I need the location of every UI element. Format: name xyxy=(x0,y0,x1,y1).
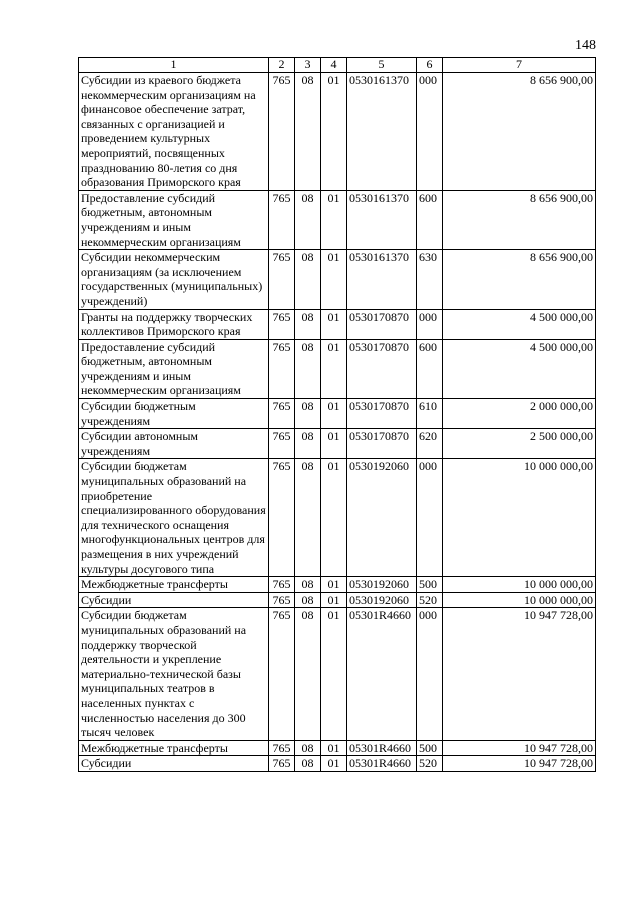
row-code-5-cell: 0530161370 xyxy=(347,190,417,249)
row-code-4-cell: 01 xyxy=(321,592,347,608)
row-code-4-cell: 01 xyxy=(321,459,347,577)
row-amount-cell: 10 000 000,00 xyxy=(443,459,596,577)
row-code-5-cell: 0530192060 xyxy=(347,459,417,577)
row-name-cell: Субсидии из краевого бюджета некоммерческим организациям на финансовое обеспечение затрат, связанных с организацией и проведением культурных мероприятий, посвященных празднованию 80-летия со дня образования Приморского края xyxy=(79,73,269,191)
row-code-3-cell: 08 xyxy=(295,740,321,756)
row-amount-cell: 8 656 900,00 xyxy=(443,73,596,191)
table-body xyxy=(79,73,596,772)
row-code-5-cell: 0530192060 xyxy=(347,577,417,593)
row-code-4-cell: 01 xyxy=(321,309,347,339)
row-code-3-cell: 08 xyxy=(295,577,321,593)
table-row xyxy=(79,429,596,459)
table-row xyxy=(79,339,596,398)
row-code-3-cell: 08 xyxy=(295,756,321,772)
row-code-3-cell: 08 xyxy=(295,73,321,191)
row-code-5-cell: 05301R4660 xyxy=(347,608,417,740)
row-amount-cell: 8 656 900,00 xyxy=(443,190,596,249)
row-code-6-cell: 500 xyxy=(417,577,443,593)
table-row xyxy=(79,608,596,740)
row-name-cell: Предоставление субсидий бюджетным, автономным учреждениям и иным некоммерческим организациям xyxy=(79,339,269,398)
row-code-2-cell: 765 xyxy=(269,756,295,772)
row-code-6-cell: 600 xyxy=(417,190,443,249)
row-name-cell: Субсидии xyxy=(79,592,269,608)
row-code-3-cell: 08 xyxy=(295,459,321,577)
column-header-3: 3 xyxy=(295,58,321,73)
row-amount-cell: 4 500 000,00 xyxy=(443,339,596,398)
row-code-6-cell: 520 xyxy=(417,592,443,608)
row-code-3-cell: 08 xyxy=(295,250,321,309)
column-header-1: 1 xyxy=(79,58,269,73)
row-code-2-cell: 765 xyxy=(269,190,295,249)
row-code-3-cell: 08 xyxy=(295,592,321,608)
row-name-cell: Субсидии бюджетным учреждениям xyxy=(79,399,269,429)
row-code-2-cell: 765 xyxy=(269,577,295,593)
row-name-cell: Предоставление субсидий бюджетным, автономным учреждениям и иным некоммерческим организациям xyxy=(79,190,269,249)
table-row xyxy=(79,459,596,577)
row-amount-cell: 10 000 000,00 xyxy=(443,592,596,608)
row-code-6-cell: 620 xyxy=(417,429,443,459)
row-code-4-cell: 01 xyxy=(321,740,347,756)
row-amount-cell: 10 947 728,00 xyxy=(443,756,596,772)
table-header-row xyxy=(79,58,596,73)
row-amount-cell: 10 947 728,00 xyxy=(443,740,596,756)
row-code-6-cell: 600 xyxy=(417,339,443,398)
row-code-4-cell: 01 xyxy=(321,190,347,249)
table-row xyxy=(79,399,596,429)
table-row xyxy=(79,592,596,608)
row-code-3-cell: 08 xyxy=(295,608,321,740)
row-code-2-cell: 765 xyxy=(269,429,295,459)
row-name-cell: Субсидии xyxy=(79,756,269,772)
row-code-6-cell: 610 xyxy=(417,399,443,429)
row-code-2-cell: 765 xyxy=(269,73,295,191)
row-code-6-cell: 000 xyxy=(417,73,443,191)
row-code-5-cell: 05301R4660 xyxy=(347,740,417,756)
row-name-cell: Субсидии некоммерческим организациям (за исключением государственных (муниципальных) учреждений) xyxy=(79,250,269,309)
column-header-5: 5 xyxy=(347,58,417,73)
row-code-3-cell: 08 xyxy=(295,429,321,459)
row-code-4-cell: 01 xyxy=(321,73,347,191)
row-code-2-cell: 765 xyxy=(269,592,295,608)
row-code-5-cell: 0530170870 xyxy=(347,429,417,459)
table-row xyxy=(79,250,596,309)
row-code-2-cell: 765 xyxy=(269,250,295,309)
row-code-2-cell: 765 xyxy=(269,399,295,429)
row-code-4-cell: 01 xyxy=(321,577,347,593)
table-row xyxy=(79,756,596,772)
row-amount-cell: 10 947 728,00 xyxy=(443,608,596,740)
row-code-3-cell: 08 xyxy=(295,190,321,249)
table-row xyxy=(79,577,596,593)
budget-table xyxy=(78,57,596,772)
row-code-4-cell: 01 xyxy=(321,339,347,398)
row-name-cell: Субсидии бюджетам муниципальных образований на приобретение специализированного оборудования для технического оснащения многофункциональных центров для размещения в них учреждений культуры досугового типа xyxy=(79,459,269,577)
row-amount-cell: 2 500 000,00 xyxy=(443,429,596,459)
row-code-6-cell: 520 xyxy=(417,756,443,772)
row-code-5-cell: 0530192060 xyxy=(347,592,417,608)
row-name-cell: Межбюджетные трансферты xyxy=(79,740,269,756)
row-name-cell: Субсидии автономным учреждениям xyxy=(79,429,269,459)
row-code-5-cell: 0530161370 xyxy=(347,73,417,191)
row-code-4-cell: 01 xyxy=(321,608,347,740)
row-code-4-cell: 01 xyxy=(321,756,347,772)
table-row xyxy=(79,740,596,756)
row-code-6-cell: 630 xyxy=(417,250,443,309)
row-code-2-cell: 765 xyxy=(269,459,295,577)
table-row xyxy=(79,73,596,191)
row-code-2-cell: 765 xyxy=(269,608,295,740)
row-code-5-cell: 05301R4660 xyxy=(347,756,417,772)
row-amount-cell: 10 000 000,00 xyxy=(443,577,596,593)
row-code-6-cell: 500 xyxy=(417,740,443,756)
row-code-6-cell: 000 xyxy=(417,608,443,740)
row-code-4-cell: 01 xyxy=(321,399,347,429)
row-code-4-cell: 01 xyxy=(321,429,347,459)
row-code-6-cell: 000 xyxy=(417,309,443,339)
column-header-7: 7 xyxy=(443,58,596,73)
column-header-2: 2 xyxy=(269,58,295,73)
row-name-cell: Субсидии бюджетам муниципальных образований на поддержку творческой деятельности и укрепление материально-технической базы муниципальных театров в населенных пунктах с численностью населения до 300 тысяч человек xyxy=(79,608,269,740)
row-code-2-cell: 765 xyxy=(269,740,295,756)
row-code-2-cell: 765 xyxy=(269,339,295,398)
row-code-6-cell: 000 xyxy=(417,459,443,577)
row-code-5-cell: 0530170870 xyxy=(347,309,417,339)
row-code-4-cell: 01 xyxy=(321,250,347,309)
row-amount-cell: 8 656 900,00 xyxy=(443,250,596,309)
column-header-4: 4 xyxy=(321,58,347,73)
table-row xyxy=(79,309,596,339)
row-amount-cell: 4 500 000,00 xyxy=(443,309,596,339)
page-number: 148 xyxy=(575,38,596,53)
row-amount-cell: 2 000 000,00 xyxy=(443,399,596,429)
row-code-5-cell: 0530170870 xyxy=(347,339,417,398)
row-code-2-cell: 765 xyxy=(269,309,295,339)
row-code-5-cell: 0530161370 xyxy=(347,250,417,309)
row-name-cell: Гранты на поддержку творческих коллективов Приморского края xyxy=(79,309,269,339)
row-code-3-cell: 08 xyxy=(295,399,321,429)
row-name-cell: Межбюджетные трансферты xyxy=(79,577,269,593)
row-code-3-cell: 08 xyxy=(295,339,321,398)
row-code-5-cell: 0530170870 xyxy=(347,399,417,429)
table-row xyxy=(79,190,596,249)
column-header-6: 6 xyxy=(417,58,443,73)
row-code-3-cell: 08 xyxy=(295,309,321,339)
